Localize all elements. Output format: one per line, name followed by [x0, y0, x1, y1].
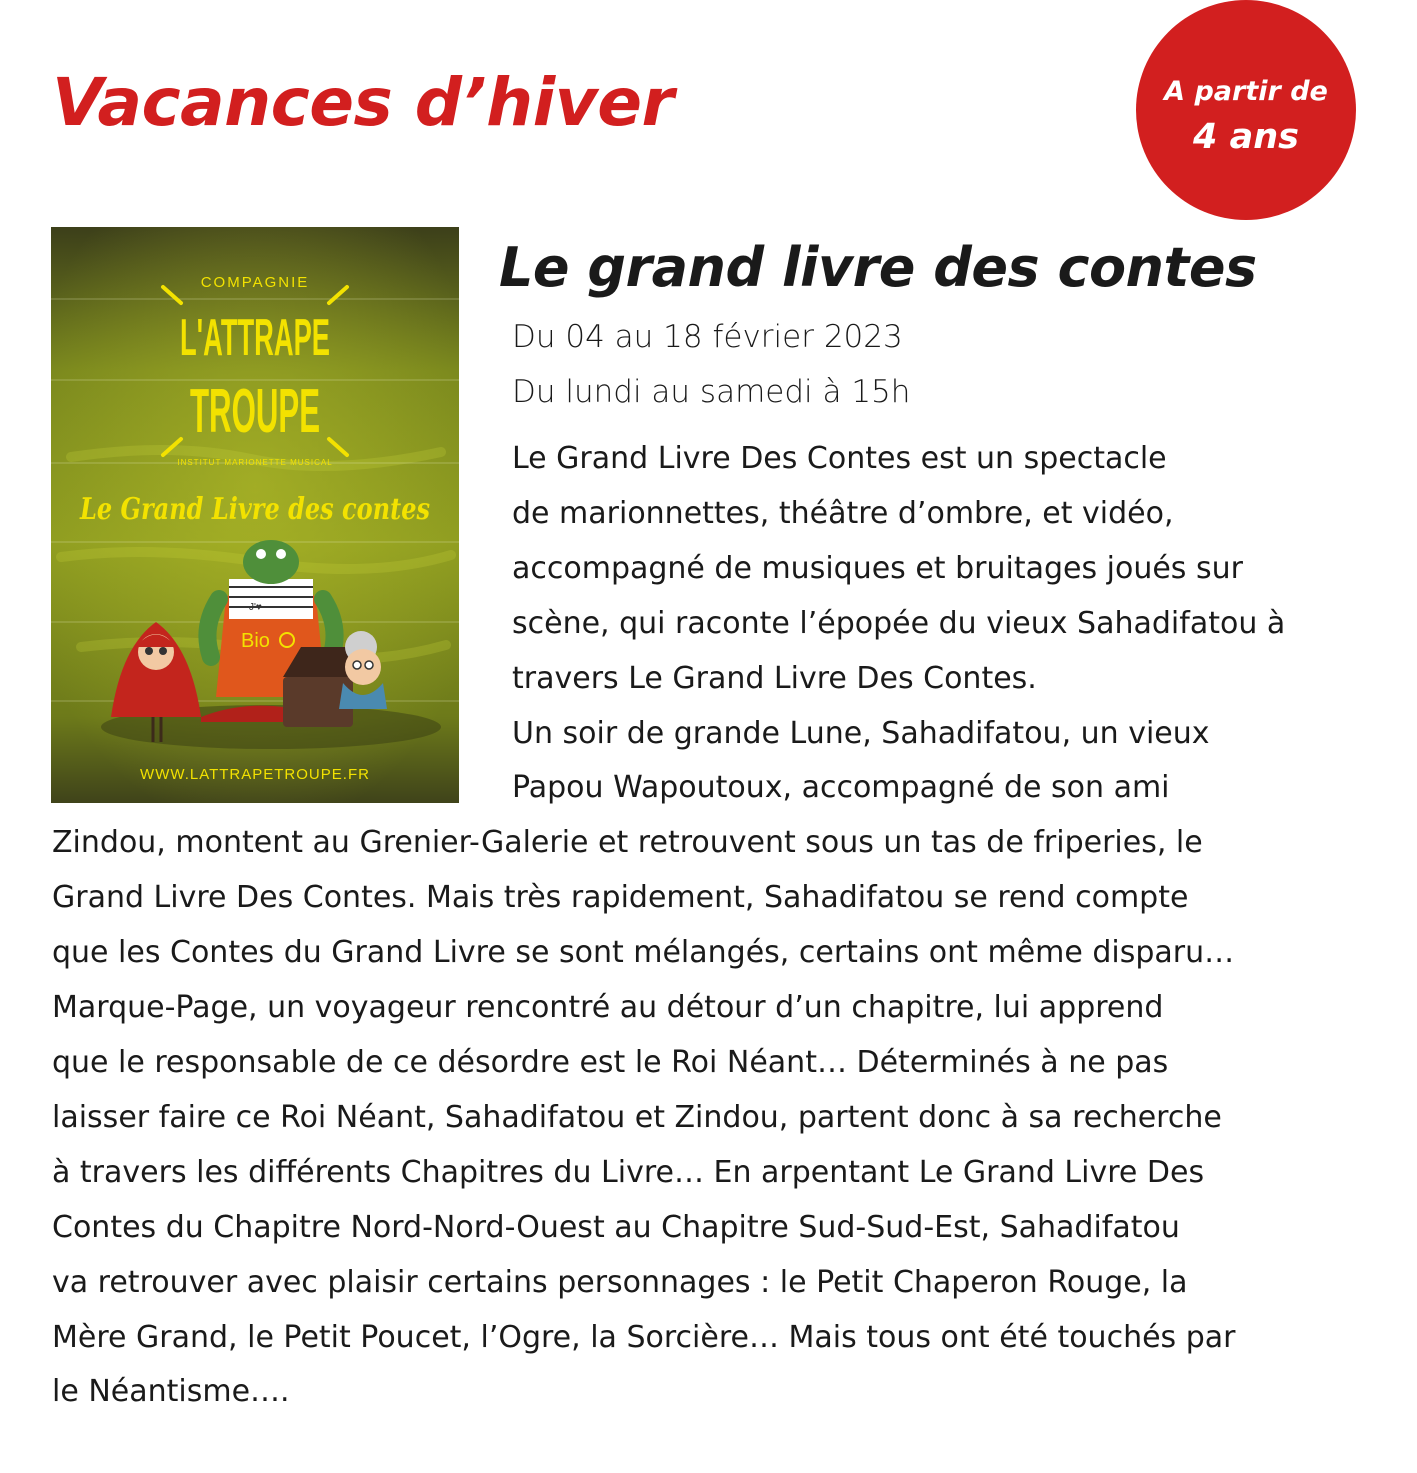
- show-dates: Du 04 au 18 février 2023: [512, 319, 903, 355]
- description-line: de marionnettes, théâtre d’ombre, et vidéo,: [512, 495, 1174, 531]
- age-badge: [1136, 0, 1356, 220]
- age-badge-line2: 4 ans: [1193, 117, 1299, 157]
- age-badge-line1: A partir de: [1164, 76, 1328, 107]
- description-line: Contes du Chapitre Nord-Nord-Ouest au Chapitre Sud-Sud-Est, Sahadifatou: [52, 1209, 1180, 1245]
- description-line: à travers les différents Chapitres du Livre… En arpentant Le Grand Livre Des: [52, 1154, 1205, 1190]
- show-times: Du lundi au samedi à 15h: [512, 374, 911, 410]
- poster-tagline: INSTITUT MARIONETTE MUSICAL: [177, 458, 333, 467]
- description-line: Papou Wapoutoux, accompagné de son ami: [512, 770, 1170, 806]
- description-line: Zindou, montent au Grenier-Galerie et retrouvent sous un tas de friperies, le: [52, 825, 1203, 861]
- poster-company-line2: TROUPE: [190, 377, 320, 446]
- section-title: Vacances d’hiver: [52, 64, 674, 141]
- description-line: travers Le Grand Livre Des Contes.: [512, 660, 1037, 696]
- poster-company-small: COMPAGNIE: [200, 274, 310, 291]
- description-line: Un soir de grande Lune, Sahadifatou, un vieux: [512, 715, 1210, 751]
- poster-bio-label: Bio: [241, 630, 270, 652]
- description-line: Grand Livre Des Contes. Mais très rapidement, Sahadifatou se rend compte: [52, 880, 1189, 916]
- description-line: Le Grand Livre Des Contes est un spectacle: [512, 441, 1167, 476]
- description-line: que les Contes du Grand Livre se sont mélangés, certains ont même disparu…: [52, 935, 1235, 971]
- description-line: va retrouver avec plaisir certains personnages : le Petit Chaperon Rouge, la: [52, 1264, 1188, 1300]
- description-line: scène, qui raconte l’épopée du vieux Sahadifatou à: [512, 605, 1286, 641]
- description-line: le Néantisme….: [52, 1374, 290, 1410]
- show-title: Le grand livre des contes: [499, 236, 1257, 299]
- description-line: Marque-Page, un voyageur rencontré au détour d’un chapitre, lui apprend: [52, 990, 1164, 1026]
- poster-company-line1: L'ATTRAPE: [180, 309, 330, 367]
- show-description: [52, 432, 1372, 1420]
- poster-show-name: Le Grand Livre des contes: [79, 492, 431, 527]
- description-line: laisser faire ce Roi Néant, Sahadifatou et Zindou, partent donc à sa recherche: [52, 1099, 1222, 1135]
- show-schedule: [512, 310, 1392, 420]
- description-line: Mère Grand, le Petit Poucet, l’Ogre, la Sorcière… Mais tous ont été touchés par: [52, 1319, 1236, 1355]
- poster-heart-label: J'♥: [249, 602, 262, 613]
- description-line: que le responsable de ce désordre est le Roi Néant… Déterminés à ne pas: [52, 1044, 1169, 1080]
- poster-website: WWW.LATTRAPETROUPE.FR: [140, 766, 370, 783]
- description-line: accompagné de musiques et bruitages joués sur: [512, 550, 1243, 586]
